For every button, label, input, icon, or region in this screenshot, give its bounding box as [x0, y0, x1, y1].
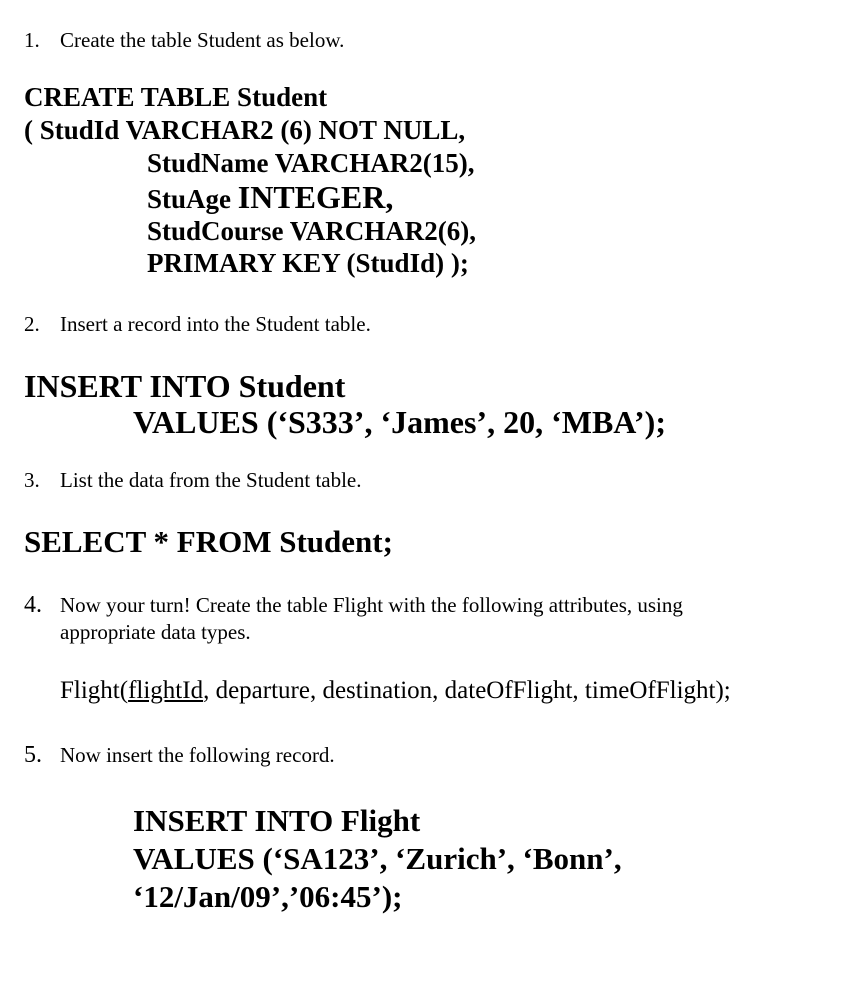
create-table-line-6: PRIMARY KEY (StudId) ); [147, 248, 469, 278]
create-table-line-4 [147, 181, 393, 213]
step-1-text: Create the table Student as below. [60, 28, 345, 52]
flight-schema-prefix: Flight( [60, 677, 129, 704]
step-3-text: List the data from the Student table. [60, 468, 362, 492]
insert-flight-line-2: VALUES (‘SA123’, ‘Zurich’, ‘Bonn’, [133, 841, 622, 876]
insert-flight-line-1: INSERT INTO Flight [133, 803, 421, 838]
step-4-instruction [24, 593, 683, 617]
insert-student-line-1: INSERT INTO Student [24, 368, 346, 404]
step-5-instruction [24, 743, 335, 767]
create-table-line-5: StudCourse VARCHAR2(6), [147, 216, 477, 246]
step-5-text: Now insert the following record. [60, 743, 335, 767]
create-table-line-4-name: StuAge [147, 184, 238, 214]
step-4-text-line-1: Now your turn! Create the table Flight with the following attributes, using [60, 593, 683, 617]
create-table-line-4-type: INTEGER, [237, 179, 394, 215]
step-2-number: 2. [24, 312, 40, 336]
step-2-text: Insert a record into the Student table. [60, 312, 371, 336]
create-table-line-2: ( StudId VARCHAR2 (6) NOT NULL, [24, 115, 466, 145]
flight-schema-primary-key: flightId [128, 677, 204, 704]
step-4-number: 4. [24, 592, 42, 618]
step-2-instruction [24, 314, 371, 335]
create-table-line-3: StudName VARCHAR2(15), [147, 148, 475, 178]
create-table-line-1: CREATE TABLE Student [24, 82, 328, 112]
step-3-instruction [24, 470, 362, 491]
flight-schema [60, 678, 731, 703]
insert-flight-line-3: ‘12/Jan/09’,’06:45’); [133, 879, 403, 914]
flight-schema-attributes: , departure, destination, dateOfFlight, timeOfFlight); [203, 677, 731, 704]
step-4-text-line-2: appropriate data types. [60, 620, 251, 644]
step-3-number: 3. [24, 468, 40, 492]
step-1-instruction [24, 30, 344, 51]
step-5-number: 5. [24, 742, 42, 768]
step-1-number: 1. [24, 28, 40, 52]
select-student-line: SELECT * FROM Student; [24, 524, 393, 559]
insert-student-line-2: VALUES (‘S333’, ‘James’, 20, ‘MBA’); [133, 404, 666, 440]
